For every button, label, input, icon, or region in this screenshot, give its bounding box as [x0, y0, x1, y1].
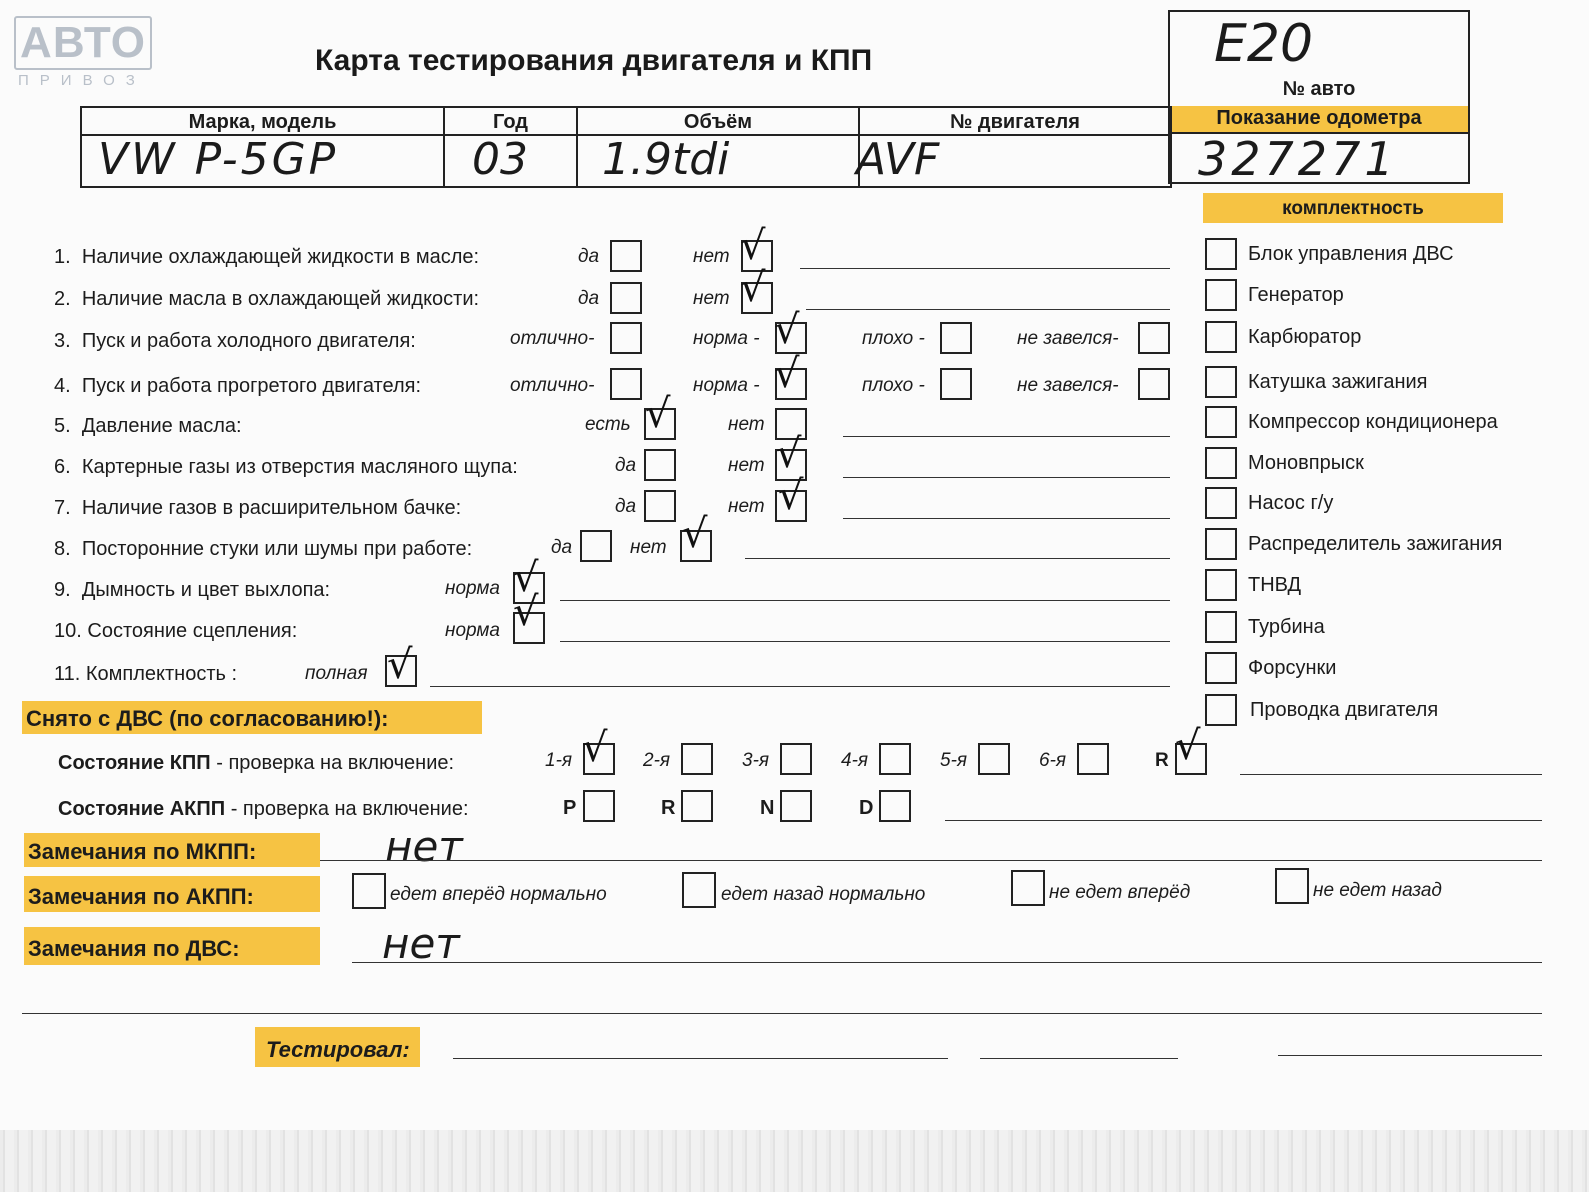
question-6: 6. Картерные газы из отверстия масляного щупа: — [54, 456, 518, 478]
akpp-gear-r-label: R — [661, 797, 676, 819]
q3-opt-normal: норма - — [693, 328, 760, 349]
akpp-gear-p-checkbox[interactable] — [583, 790, 615, 822]
header-year: Год — [493, 111, 528, 133]
akpp-no-forward-label: не едет вперёд — [1049, 882, 1191, 903]
kpp-gear-5-checkbox[interactable] — [978, 743, 1010, 775]
compl-ecu-checkbox[interactable] — [1205, 238, 1237, 270]
q9-normal-check-mark: √ — [513, 555, 539, 601]
akpp-no-back-checkbox[interactable] — [1275, 868, 1309, 904]
kpp-gear-2-label: 2-я — [643, 750, 671, 771]
q1-opt-net: нет — [693, 246, 730, 267]
q5-opt-yes: есть — [585, 414, 631, 435]
akpp-gear-d-checkbox[interactable] — [879, 790, 911, 822]
kpp-label: Состояние КПП - проверка на включение: — [58, 752, 455, 774]
q10-normal-check-mark: √ — [513, 589, 539, 635]
compl-wiring-label: Проводка двигателя — [1250, 699, 1439, 721]
compl-turbine-label: Турбина — [1248, 616, 1325, 638]
odometer-label: Показание одометра — [1216, 107, 1422, 129]
compl-mono-injection-label: Моновпрыск — [1248, 452, 1364, 474]
q3-bad-checkbox[interactable] — [940, 322, 972, 354]
q6-opt-yes: да — [615, 455, 637, 476]
q4-normal-check-mark: √ — [774, 351, 800, 397]
compl-distributor-checkbox[interactable] — [1205, 528, 1237, 560]
akpp-forward-ok-checkbox[interactable] — [352, 873, 386, 909]
akpp-back-ok-checkbox[interactable] — [682, 872, 716, 908]
q2-opt-da: да — [578, 288, 600, 309]
question-1: 1. Наличие охлаждающей жидкости в масле: — [54, 246, 480, 268]
q3-normal-check-mark: √ — [774, 307, 800, 353]
compl-ps-pump-label: Насос г/у — [1248, 492, 1334, 514]
kpp-gear-3-label: 3-я — [742, 750, 770, 771]
page-title: Карта тестирования двигателя и КПП — [315, 44, 873, 77]
header-engine-number: № двигателя — [950, 111, 1080, 133]
q6-yes-checkbox[interactable] — [644, 449, 676, 481]
header-volume: Объём — [683, 111, 753, 133]
compl-ignition-coil-label: Катушка зажигания — [1248, 371, 1428, 393]
kpp-gear-6-checkbox[interactable] — [1077, 743, 1109, 775]
akpp-remarks-label: Замечания по АКПП: — [28, 884, 254, 909]
logo-sub: ПРИВОЗ — [18, 72, 146, 89]
q4-excellent-checkbox[interactable] — [610, 368, 642, 400]
header-make-model: Марка, модель — [188, 111, 337, 133]
q3-opt-excellent: отлично- — [510, 328, 595, 349]
auto-number-box — [1168, 10, 1470, 184]
kpp-gear-1-check-mark: √ — [582, 725, 608, 771]
question-3: 3. Пуск и работа холодного двигателя: — [54, 330, 416, 352]
auto-number-value: E20 — [1214, 14, 1314, 74]
q5-yes-check-mark: √ — [645, 391, 671, 437]
q4-opt-excellent: отлично- — [510, 375, 595, 396]
q10-opt-normal: норма — [445, 620, 500, 641]
q11-full-check-mark: √ — [387, 642, 413, 688]
q1-da-checkbox[interactable] — [610, 240, 642, 272]
q7-no-check-mark: √ — [778, 473, 804, 519]
akpp-gear-d-label: D — [859, 797, 874, 819]
kpp-gear-6-label: 6-я — [1039, 750, 1067, 771]
q8-opt-yes: да — [551, 537, 573, 558]
q3-opt-not-started: не завелся- — [1017, 328, 1119, 349]
dvs-remarks-label: Замечания по ДВС: — [28, 936, 240, 961]
q4-opt-not-started: не завелся- — [1017, 375, 1119, 396]
tested-by-label: Тестировал: — [266, 1037, 410, 1062]
kpp-gear-3-checkbox[interactable] — [780, 743, 812, 775]
value-make-model: VW P-5GP — [98, 134, 339, 185]
question-7: 7. Наличие газов в расширительном бачке: — [54, 497, 462, 519]
kpp-gear-r-label: R — [1155, 750, 1169, 771]
q6-no-check-mark: √ — [776, 431, 802, 477]
mkpp-remarks-value: нет — [385, 822, 463, 871]
question-9: 9. Дымность и цвет выхлопа: — [54, 579, 331, 601]
q1-net-check-mark: √ — [740, 223, 766, 269]
compl-mono-injection-checkbox[interactable] — [1205, 447, 1237, 479]
q7-opt-no: нет — [728, 496, 765, 517]
kpp-gear-4-label: 4-я — [841, 750, 869, 771]
q3-excellent-checkbox[interactable] — [610, 322, 642, 354]
question-4: 4. Пуск и работа прогретого двигателя: — [54, 375, 422, 397]
akpp-no-forward-checkbox[interactable] — [1011, 870, 1045, 906]
compl-ecu-label: Блок управления ДВС — [1248, 243, 1454, 265]
q9-opt-normal: норма — [445, 578, 500, 599]
dvs-remarks-value: нет — [382, 919, 460, 968]
vehicle-table — [80, 106, 1172, 188]
kpp-gear-1-label: 1-я — [545, 750, 573, 771]
akpp-no-back-label: не едет назад — [1313, 880, 1442, 901]
kpp-gear-r-check-mark: √ — [1175, 723, 1201, 769]
question-2: 2. Наличие масла в охлаждающей жидкости: — [54, 288, 480, 310]
value-volume: 1.9tdi — [602, 134, 730, 185]
compl-tnvd-label: ТНВД — [1248, 574, 1302, 596]
question-5: 5. Давление масла: — [54, 415, 242, 437]
akpp-gear-n-label: N — [760, 797, 775, 819]
compl-generator-label: Генератор — [1248, 284, 1344, 306]
q3-opt-bad: плохо - — [862, 328, 925, 349]
kpp-gear-5-label: 5-я — [940, 750, 968, 771]
q3-not-started-checkbox[interactable] — [1138, 322, 1170, 354]
compl-carburetor-checkbox[interactable] — [1205, 321, 1237, 353]
compl-tnvd-checkbox[interactable] — [1205, 569, 1237, 601]
compl-ps-pump-checkbox[interactable] — [1205, 487, 1237, 519]
akpp-gear-n-checkbox[interactable] — [780, 790, 812, 822]
removed-label: Снято с ДВС (по согласованию!): — [26, 706, 389, 731]
question-11: 11. Комплектность : — [54, 663, 238, 685]
q4-opt-normal: норма - — [693, 375, 760, 396]
compl-ignition-coil-checkbox[interactable] — [1205, 366, 1237, 398]
q1-opt-da: да — [578, 246, 600, 267]
q7-yes-checkbox[interactable] — [644, 490, 676, 522]
logo — [14, 16, 148, 89]
akpp-back-ok-label: едет назад нормально — [721, 884, 926, 905]
auto-number-label: № авто — [1282, 78, 1356, 100]
q8-yes-checkbox[interactable] — [580, 530, 612, 562]
q8-no-check-mark: √ — [682, 511, 708, 557]
odometer-value: 327271 — [1198, 132, 1398, 186]
q2-opt-net: нет — [693, 288, 730, 309]
compl-ac-compressor-label: Компрессор кондиционера — [1248, 411, 1498, 433]
compl-ac-compressor-checkbox[interactable] — [1205, 406, 1237, 438]
logo-main: АВТО — [14, 16, 152, 70]
q2-da-checkbox[interactable] — [610, 282, 642, 314]
compl-generator-checkbox[interactable] — [1205, 279, 1237, 311]
value-year: 03 — [472, 134, 528, 185]
compl-turbine-checkbox[interactable] — [1205, 611, 1237, 643]
akpp-gear-r-checkbox[interactable] — [681, 790, 713, 822]
q6-opt-no: нет — [728, 455, 765, 476]
mkpp-remarks-label: Замечания по МКПП: — [28, 839, 257, 864]
kpp-gear-2-checkbox[interactable] — [681, 743, 713, 775]
q11-opt-full: полная — [305, 663, 368, 684]
q5-opt-no: нет — [728, 414, 765, 435]
scan-edge — [0, 1130, 1589, 1192]
value-engine-number: AVF — [856, 134, 940, 185]
kpp-gear-4-checkbox[interactable] — [879, 743, 911, 775]
akpp-forward-ok-label: едет вперёд нормально — [390, 884, 607, 905]
completeness-header: комплектность — [1282, 198, 1424, 219]
akpp-gear-p-label: P — [563, 797, 577, 819]
compl-injectors-checkbox[interactable] — [1205, 652, 1237, 684]
q8-opt-no: нет — [630, 537, 667, 558]
compl-injectors-label: Форсунки — [1248, 657, 1337, 679]
compl-wiring-checkbox[interactable] — [1205, 694, 1237, 726]
q4-opt-bad: плохо - — [862, 375, 925, 396]
compl-carburetor-label: Карбюратор — [1248, 326, 1362, 348]
q4-not-started-checkbox[interactable] — [1138, 368, 1170, 400]
q2-net-check-mark: √ — [740, 265, 766, 311]
question-8: 8. Посторонние стуки или шумы при работе: — [54, 538, 473, 560]
q7-opt-yes: да — [615, 496, 637, 517]
compl-distributor-label: Распределитель зажигания — [1248, 533, 1503, 555]
akpp-label: Состояние АКПП - проверка на включение: — [58, 798, 469, 820]
question-10: 10. Состояние сцепления: — [54, 620, 298, 642]
q4-bad-checkbox[interactable] — [940, 368, 972, 400]
